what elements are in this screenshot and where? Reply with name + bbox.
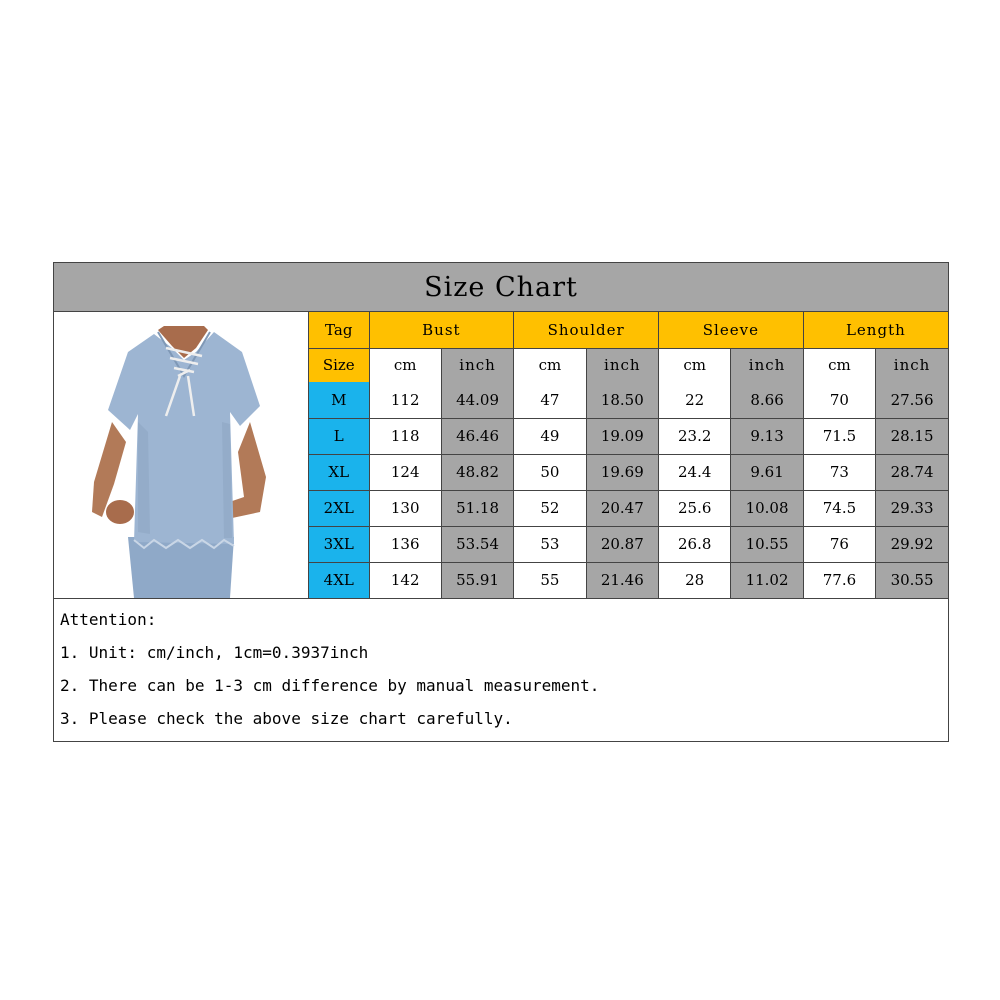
value-cell: 28.74 [876,454,948,490]
note-item: 2. There can be 1-3 cm difference by manual measurement. [60,676,600,695]
unit-cell: inch [731,348,803,382]
value-cell: 26.8 [659,526,731,562]
table-row [309,562,948,598]
value-cell: 51.18 [441,490,513,526]
value-cell: 142 [369,562,441,598]
value-cell: 118 [369,418,441,454]
value-cell: 112 [369,382,441,418]
value-cell: 29.33 [876,490,948,526]
value-cell: 70 [803,382,875,418]
value-cell: 25.6 [659,490,731,526]
value-cell: 52 [514,490,586,526]
value-cell: 44.09 [441,382,513,418]
product-photo [54,312,309,598]
value-cell: 73 [803,454,875,490]
value-cell: 19.69 [586,454,658,490]
size-chart-title: Size Chart [54,263,948,312]
size-cell: 4XL [309,562,369,598]
notes-heading: Attention: [60,610,157,629]
value-cell: 74.5 [803,490,875,526]
value-cell: 30.55 [876,562,948,598]
value-cell: 11.02 [731,562,803,598]
denim-tshirt-model-icon [54,312,308,598]
note-item: 1. Unit: cm/inch, 1cm=0.3937inch [60,643,369,662]
value-cell: 47 [514,382,586,418]
value-cell: 28 [659,562,731,598]
unit-cell: inch [441,348,513,382]
value-cell: 10.55 [731,526,803,562]
table-row [309,382,948,418]
value-cell: 50 [514,454,586,490]
value-cell: 48.82 [441,454,513,490]
note-item: 3. Please check the above size chart carefully. [60,709,513,728]
value-cell: 27.56 [876,382,948,418]
length-header: Length [803,312,948,348]
table-body [309,382,948,598]
value-cell: 29.92 [876,526,948,562]
size-table [309,312,948,598]
value-cell: 28.15 [876,418,948,454]
shoulder-header: Shoulder [514,312,659,348]
size-cell: L [309,418,369,454]
value-cell: 21.46 [586,562,658,598]
value-cell: 10.08 [731,490,803,526]
table-row [309,526,948,562]
value-cell: 24.4 [659,454,731,490]
unit-cell: cm [803,348,875,382]
sleeve-header: Sleeve [659,312,804,348]
group-header-row [309,312,948,348]
value-cell: 20.87 [586,526,658,562]
unit-cell: inch [586,348,658,382]
value-cell: 19.09 [586,418,658,454]
size-cell: M [309,382,369,418]
value-cell: 23.2 [659,418,731,454]
size-cell: XL [309,454,369,490]
value-cell: 71.5 [803,418,875,454]
value-cell: 124 [369,454,441,490]
unit-cell: cm [514,348,586,382]
value-cell: 53.54 [441,526,513,562]
table-row [309,418,948,454]
table-row [309,490,948,526]
value-cell: 8.66 [731,382,803,418]
value-cell: 55 [514,562,586,598]
unit-cell: cm [369,348,441,382]
value-cell: 55.91 [441,562,513,598]
table-row [309,454,948,490]
size-cell: 3XL [309,526,369,562]
size-cell: 2XL [309,490,369,526]
value-cell: 46.46 [441,418,513,454]
chart-body [54,312,948,599]
unit-header-row [309,348,948,382]
bust-header: Bust [369,312,514,348]
value-cell: 18.50 [586,382,658,418]
value-cell: 9.13 [731,418,803,454]
value-cell: 130 [369,490,441,526]
value-cell: 53 [514,526,586,562]
value-cell: 20.47 [586,490,658,526]
size-header: Size [309,348,369,382]
unit-cell: inch [876,348,948,382]
tag-header: Tag [309,312,369,348]
value-cell: 22 [659,382,731,418]
size-chart [53,262,949,742]
value-cell: 76 [803,526,875,562]
value-cell: 9.61 [731,454,803,490]
value-cell: 77.6 [803,562,875,598]
unit-cell: cm [659,348,731,382]
value-cell: 136 [369,526,441,562]
attention-notes [54,599,948,741]
value-cell: 49 [514,418,586,454]
